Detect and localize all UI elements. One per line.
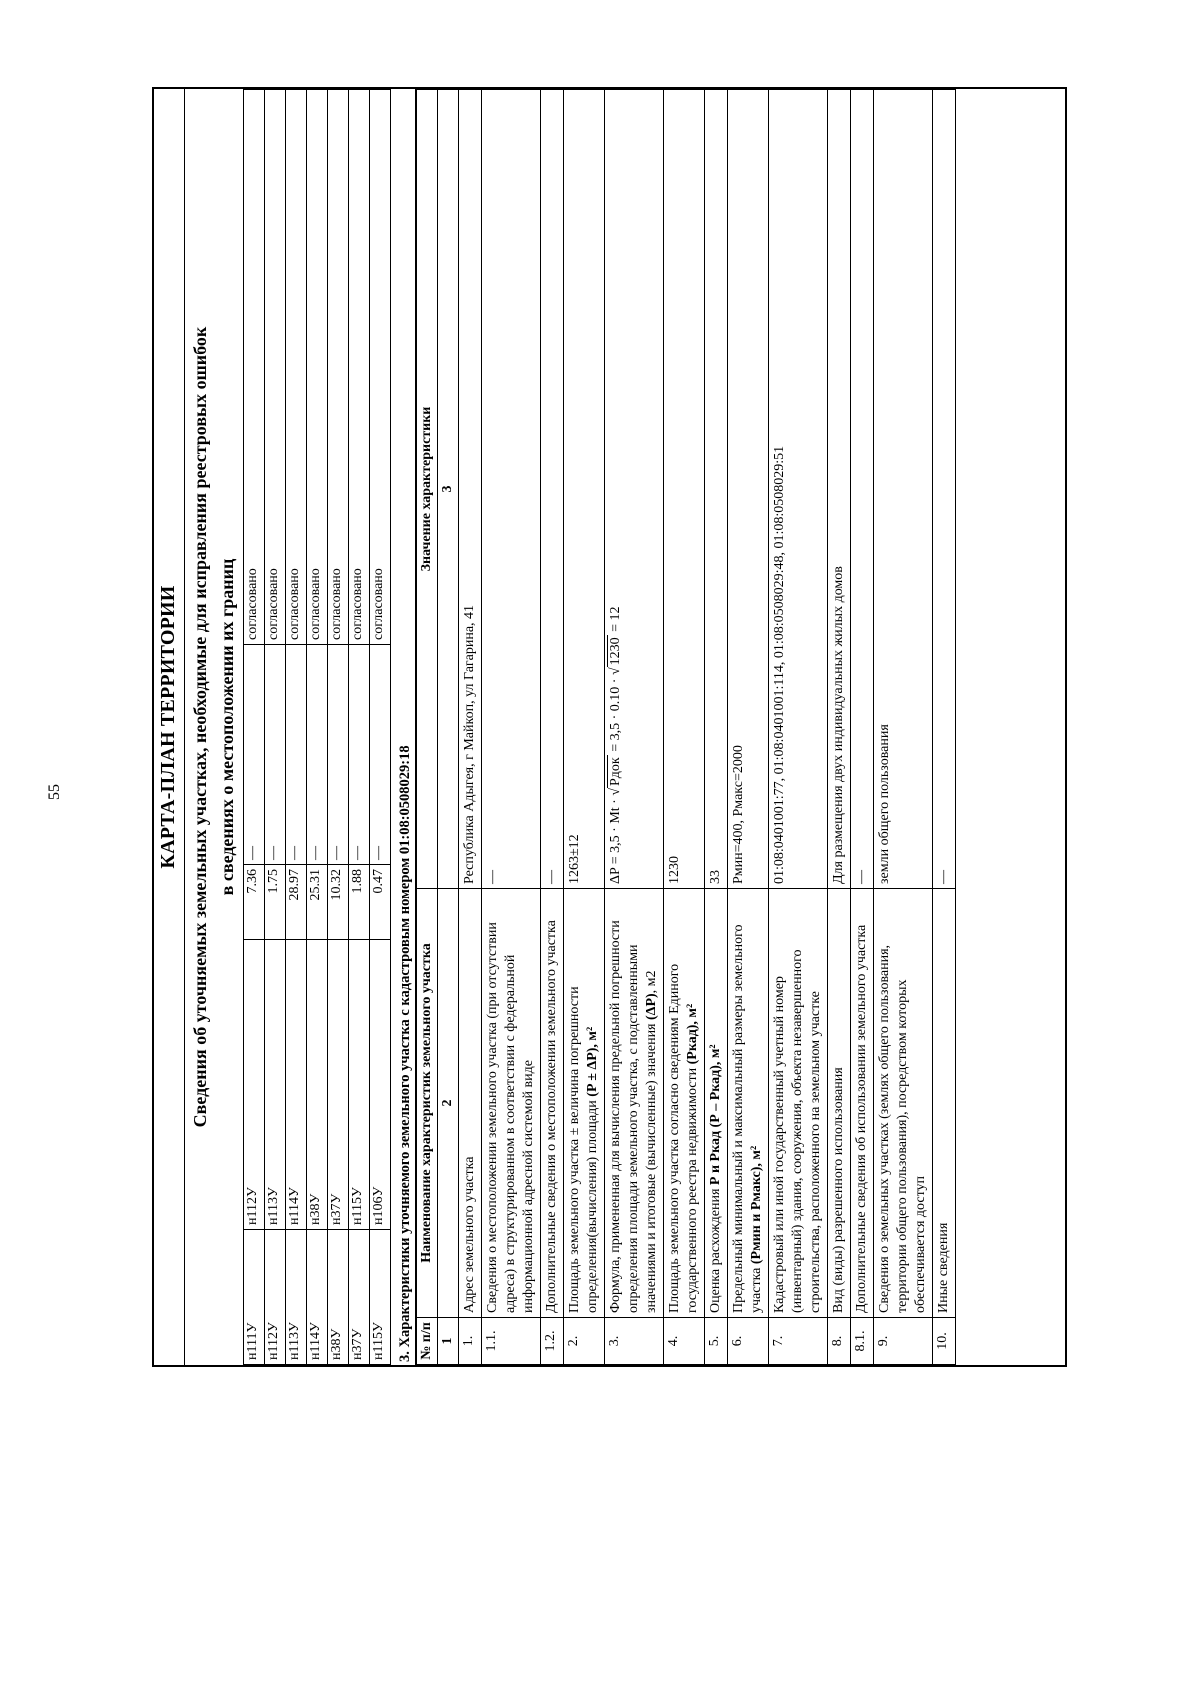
row-name-text: Предельный минимальный и максимальный размеры земельного участка xyxy=(731,924,764,1313)
length: 0.47 xyxy=(370,865,391,940)
row-number: 5. xyxy=(705,1318,728,1365)
point-from: н111У xyxy=(244,1230,265,1365)
table-row xyxy=(541,90,564,1365)
point-to: н115У xyxy=(349,940,370,1230)
formula-part-a: ΔP = 3,5 · Mt · √ xyxy=(608,787,623,884)
point-to: н38У xyxy=(307,940,328,1230)
description: — xyxy=(244,645,265,865)
table-row xyxy=(265,90,286,1365)
formula-part-e: = 12 xyxy=(608,606,623,636)
row-name xyxy=(564,889,605,1318)
row-value-formula xyxy=(605,90,664,889)
row-name-bold: (Рмин и Рмакс), м² xyxy=(749,1145,764,1265)
row-name: Дополнительные сведения об использовании земельного участка xyxy=(851,889,874,1318)
table-row xyxy=(769,90,828,1365)
row-name-bold: (Ркад), м² xyxy=(685,1003,700,1065)
parcel-characteristics-table xyxy=(416,89,956,1365)
row-value: — xyxy=(933,90,956,889)
row-name-bold: (P ± ΔP), м² xyxy=(585,1026,600,1097)
length: 10.32 xyxy=(328,865,349,940)
formula-radicand-1: Pдок xyxy=(608,757,623,786)
description: — xyxy=(328,645,349,865)
table-row xyxy=(328,90,349,1365)
row-name: Вид (виды) разрешенного использования xyxy=(828,889,851,1318)
row-name-bold: Р и Ркад (Р – Ркад), м² xyxy=(708,1044,723,1186)
table-row xyxy=(728,90,769,1365)
length: 28.97 xyxy=(286,865,307,940)
row-number: 9. xyxy=(874,1318,933,1365)
point-to: н114У xyxy=(286,940,307,1230)
row-number: 7. xyxy=(769,1318,828,1365)
length: 1.75 xyxy=(265,865,286,940)
approval-status: согласовано xyxy=(286,90,307,645)
description: — xyxy=(370,645,391,865)
document-subtitle xyxy=(185,89,243,1365)
row-value: 1263±12 xyxy=(564,90,605,889)
row-value: 01:08:0401001:77, 01:08:0401001:114, 01:08:0508029:48, 01:08:0508029:51 xyxy=(769,90,828,889)
page-number: 55 xyxy=(46,784,63,800)
header-value: Значение характеристики xyxy=(417,90,438,889)
section-3-heading: 3. Характеристики уточняемого земельного участка с кадастровым номером 01:08:0508029:18 xyxy=(391,89,416,1365)
table-row xyxy=(286,90,307,1365)
row-name: Иные сведения xyxy=(933,889,956,1318)
table-row xyxy=(459,90,482,1365)
row-name-text: Формула, примененная для вычисления предельной погрешности определения площади земельного участка, с подставленными значениями и итоговые (вычисленные) значения xyxy=(608,920,659,1313)
table-row xyxy=(370,90,391,1365)
table-row xyxy=(564,90,605,1365)
approval-status: согласовано xyxy=(265,90,286,645)
index-1: 1 xyxy=(438,1318,459,1365)
row-name-text: Площадь земельного участка согласно сведениям Единого государственного реестра недвижимости xyxy=(667,963,700,1313)
row-name-text: Площадь земельного участка ± величина погрешности определения(вычисления) площади xyxy=(567,986,600,1313)
header-name: Наименование характеристик земельного участка xyxy=(417,889,438,1318)
point-to: н37У xyxy=(328,940,349,1230)
point-from: н38У xyxy=(328,1230,349,1365)
row-value: — xyxy=(541,90,564,889)
table-row xyxy=(605,90,664,1365)
table-row xyxy=(482,90,541,1365)
point-from: н112У xyxy=(265,1230,286,1365)
table-row xyxy=(828,90,851,1365)
row-number: 3. xyxy=(605,1318,664,1365)
point-to: н113У xyxy=(265,940,286,1230)
row-name: Сведения о местоположении земельного участка (при отсутствии адреса) в структурированном в соответствии с федеральной информационной адресной системой виде xyxy=(482,889,541,1318)
table-row xyxy=(851,90,874,1365)
row-number: 4. xyxy=(664,1318,705,1365)
row-name: Дополнительные сведения о местоположении земельного участка xyxy=(541,889,564,1318)
row-value: 1230 xyxy=(664,90,705,889)
row-name: Сведения о земельных участках (землях общего пользования, территории общего пользования), посредством которых обеспечивается доступ xyxy=(874,889,933,1318)
row-value: — xyxy=(482,90,541,889)
row-value: земли общего пользования xyxy=(874,90,933,889)
row-name: Адрес земельного участка xyxy=(459,889,482,1318)
row-number: 2. xyxy=(564,1318,605,1365)
point-from: н114У xyxy=(307,1230,328,1365)
row-name-tail: , м2 xyxy=(644,970,659,994)
index-3: 3 xyxy=(438,90,459,889)
description: — xyxy=(349,645,370,865)
row-number: 6. xyxy=(728,1318,769,1365)
length: 7.36 xyxy=(244,865,265,940)
table-row xyxy=(705,90,728,1365)
row-name xyxy=(664,889,705,1318)
row-number: 10. xyxy=(933,1318,956,1365)
map-plan-sheet xyxy=(152,87,1067,1367)
approval-status: согласовано xyxy=(307,90,328,645)
formula-radicand-2: 1230 xyxy=(608,637,623,666)
table-row xyxy=(933,90,956,1365)
boundary-parts-table xyxy=(243,89,391,1365)
approval-status: согласовано xyxy=(370,90,391,645)
row-value: — xyxy=(851,90,874,889)
point-from: н113У xyxy=(286,1230,307,1365)
row-number: 8. xyxy=(828,1318,851,1365)
length: 25.31 xyxy=(307,865,328,940)
subtitle-line-1: Сведения об уточняемых земельных участках, необходимые для исправления реестровых ошибок xyxy=(190,326,210,1128)
row-name-text: Оценка расхождения xyxy=(708,1188,723,1313)
row-name-bold: (ΔP) xyxy=(644,993,659,1020)
sheet-frame xyxy=(152,87,1067,1367)
table-header-row xyxy=(417,90,438,1365)
row-number: 1.2. xyxy=(541,1318,564,1365)
approval-status: согласовано xyxy=(349,90,370,645)
subtitle-line-2: в сведениях о местоположении их границ xyxy=(217,558,237,896)
table-row xyxy=(664,90,705,1365)
row-name: Кадастровый или иной государственный учетный номер (инвентарный) здания, сооружения, объекта незавершенного строительства, расположенного на земельном участке xyxy=(769,889,828,1318)
table-row xyxy=(874,90,933,1365)
index-2: 2 xyxy=(438,889,459,1318)
point-to: н106У xyxy=(370,940,391,1230)
table-row xyxy=(349,90,370,1365)
length: 1.88 xyxy=(349,865,370,940)
description: — xyxy=(286,645,307,865)
description: — xyxy=(265,645,286,865)
description: — xyxy=(307,645,328,865)
row-value: Для размещения двух индивидуальных жилых домов xyxy=(828,90,851,889)
row-name xyxy=(705,889,728,1318)
row-number: 8.1. xyxy=(851,1318,874,1365)
row-value: Республика Адыгея, г Майкоп, ул Гагарина, 41 xyxy=(459,90,482,889)
table-row xyxy=(307,90,328,1365)
document-title: КАРТА-ПЛАН ТЕРРИТОРИИ xyxy=(154,89,185,1365)
table-row xyxy=(244,90,265,1365)
header-number: № п/п xyxy=(417,1318,438,1365)
row-name xyxy=(605,889,664,1318)
row-value: Рмин=400, Рмакс=2000 xyxy=(728,90,769,889)
formula-part-c: = 3,5 · 0.10 · √ xyxy=(608,667,623,756)
approval-status: согласовано xyxy=(244,90,265,645)
row-value: 33 xyxy=(705,90,728,889)
row-name xyxy=(728,889,769,1318)
row-number: 1. xyxy=(459,1318,482,1365)
approval-status: согласовано xyxy=(328,90,349,645)
point-from: н115У xyxy=(370,1230,391,1365)
point-to: н112У xyxy=(244,940,265,1230)
row-number: 1.1. xyxy=(482,1318,541,1365)
point-from: н37У xyxy=(349,1230,370,1365)
column-index-row xyxy=(438,90,459,1365)
